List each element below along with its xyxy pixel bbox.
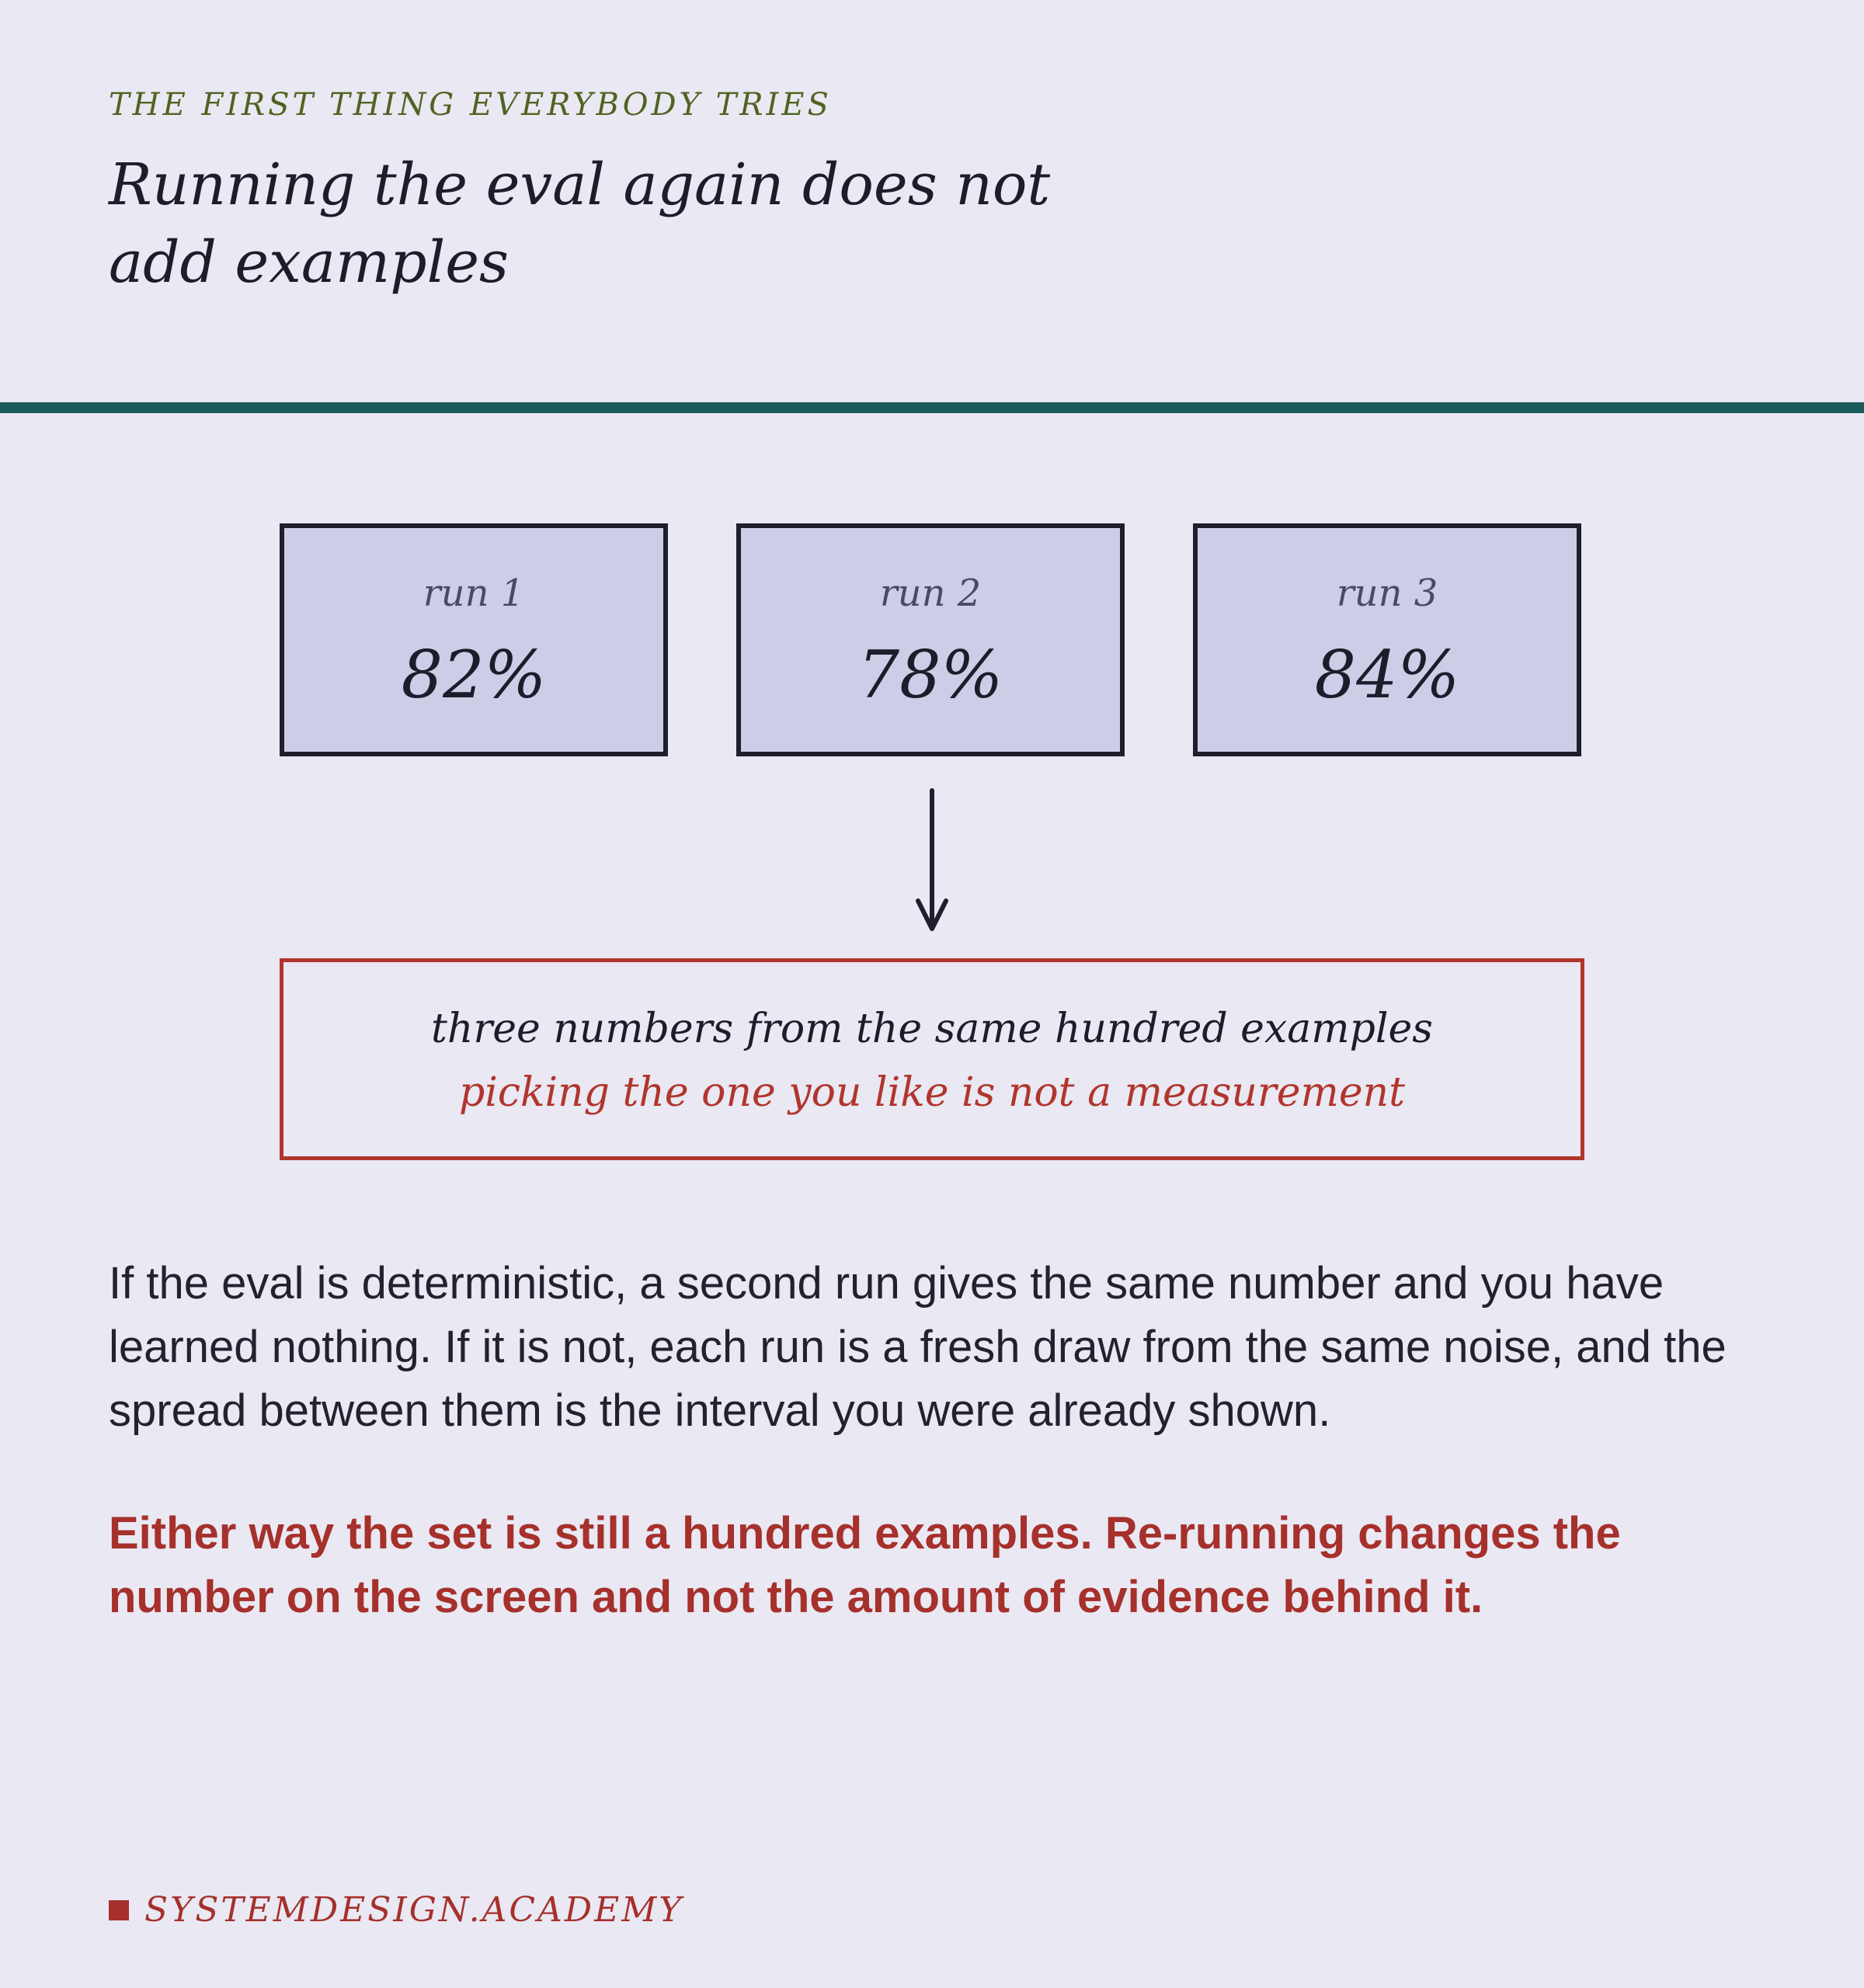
run-card-3 xyxy=(1193,523,1581,756)
run-score: 82% xyxy=(401,637,547,713)
eyebrow-label: THE FIRST THING EVERYBODY TRIES xyxy=(109,87,832,123)
run-label: run 3 xyxy=(1336,572,1438,615)
page-title: Running the eval again does not add examples xyxy=(109,151,1051,296)
explanation-paragraph: If the eval is deterministic, a second run gives the same number and you have learned nothing. If it is not, each run is a fresh draw from the same noise, and the spread between them is the interval you were already shown. xyxy=(109,1258,1727,1436)
run-score: 84% xyxy=(1314,637,1460,713)
run-card-2 xyxy=(736,523,1125,756)
emphasis-paragraph: Either way the set is still a hundred examples. Re-running changes the number on the screen and not the amount of evidence behind it. xyxy=(109,1508,1621,1622)
run-label: run 1 xyxy=(423,572,525,615)
run-card-1 xyxy=(280,523,668,756)
footer xyxy=(109,1890,683,1930)
callout-warning: picking the one you like is not a measurement xyxy=(458,1069,1405,1116)
callout-statement: three numbers from the same hundred examples xyxy=(431,1006,1433,1052)
run-score: 78% xyxy=(857,637,1003,713)
brand-name: SYSTEMDESIGN.ACADEMY xyxy=(144,1890,684,1930)
brand-square-icon xyxy=(109,1900,129,1920)
run-label: run 2 xyxy=(879,572,982,615)
conclusion-callout xyxy=(280,958,1584,1160)
